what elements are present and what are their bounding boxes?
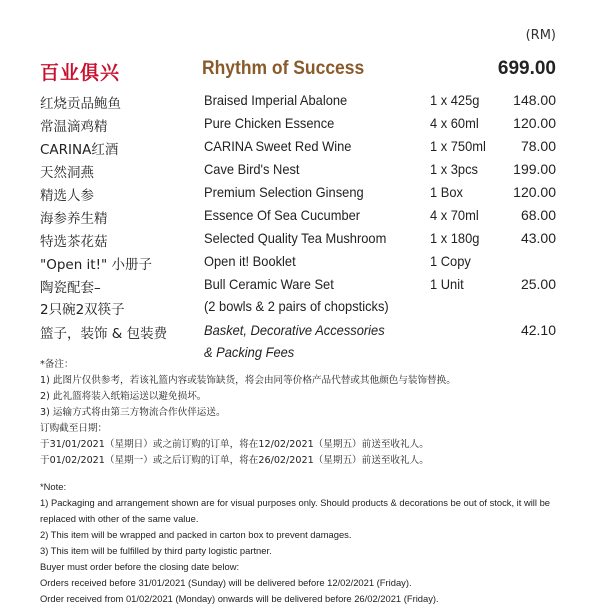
hamper-title-en: Rhythm of Success — [202, 58, 365, 79]
item-name-cn: CARINA红酒 — [40, 142, 119, 158]
hamper-total-price: 699.00 — [497, 58, 556, 79]
item-quantity: 1 x 425g — [430, 92, 480, 108]
item-quantity: 1 x 180g — [430, 230, 480, 246]
item-quantity: 4 x 70ml — [430, 207, 479, 223]
note-en-3: 3) This item will be fulfilled by third party logistic partner. — [40, 545, 272, 556]
list-item — [40, 207, 556, 230]
item-quantity: 1 x 750ml — [430, 138, 486, 154]
notes-heading-cn: *备注： — [40, 359, 74, 370]
item-name-cn: 特选茶花菇 — [40, 234, 108, 250]
item-price: 120.00 — [513, 184, 556, 200]
list-item — [40, 115, 556, 138]
currency-label: (RM) — [525, 28, 556, 43]
deadline-en-2: Order received from 01/02/2021 (Monday) onwards will be delivered before 26/02/2021 (Friday). — [40, 593, 439, 604]
item-quantity: 1 x 3pcs — [430, 161, 478, 177]
item-name-cn: 常温滴鸡精 — [40, 119, 108, 135]
note-cn-2: 2) 此礼篮将装入纸箱运送以避免损坏。 — [40, 391, 207, 402]
item-name-en: CARINA Sweet Red Wine — [204, 138, 352, 154]
list-item — [40, 230, 556, 253]
hamper-title-cn: 百业俱兴 — [40, 62, 121, 84]
item-name-cn: 红烧贡品鲍鱼 — [40, 96, 121, 112]
item-name-cn: 海参养生精 — [40, 211, 108, 227]
item-name-en: Premium Selection Ginseng — [204, 184, 364, 200]
hamper-header — [40, 58, 556, 84]
note-cn-1: 1) 此图片仅供参考，若该礼篮内容或装饰缺货，将会由同等价格产品代替或其他颜色与装饰替换。 — [40, 375, 456, 386]
note-en-1: 1) Packaging and arrangement shown are for visual purposes only. Should products & decorations be out of stock, it will be replaced with other of the same value. — [40, 497, 551, 524]
item-name-cn: 篮子，装饰 & 包装费 — [40, 326, 168, 342]
item-name-cn-line2: 2只碗2双筷子 — [40, 302, 125, 318]
item-name-en-line2: (2 bowls & 2 pairs of chopsticks) — [204, 298, 389, 314]
item-quantity: 1 Box — [430, 184, 463, 200]
item-price: 25.00 — [520, 276, 556, 292]
item-quantity: 4 x 60ml — [430, 115, 479, 131]
deadline-heading-cn: 订购截至日期： — [40, 423, 108, 434]
notes-section — [40, 357, 560, 607]
deadline-heading-en: Buyer must order before the closing date below: — [40, 561, 240, 572]
item-price: 199.00 — [513, 161, 556, 177]
item-name-en: Cave Bird's Nest — [204, 161, 300, 177]
deadline-cn-2: 于01/02/2021（星期一）或之后订购的订单，将在26/02/2021（星期五）前送至收礼人。 — [40, 455, 429, 466]
item-price: 68.00 — [520, 207, 556, 223]
item-name-en: Basket, Decorative Accessories — [204, 322, 385, 338]
list-item — [40, 92, 556, 115]
item-name-en: Open it! Booklet — [204, 253, 296, 269]
item-quantity: 1 Copy — [430, 253, 471, 269]
item-name-en: Braised Imperial Abalone — [204, 92, 348, 108]
item-price: 148.00 — [513, 92, 556, 108]
item-name-en: Pure Chicken Essence — [204, 115, 335, 131]
item-name-cn: 陶瓷配套– — [40, 280, 101, 296]
list-item — [40, 184, 556, 207]
item-name-en: Selected Quality Tea Mushroom — [204, 230, 387, 246]
list-item — [40, 138, 556, 161]
deadline-en-1: Orders received before 31/01/2021 (Sunday) will be delivered before 12/02/2021 (Friday). — [40, 577, 412, 588]
note-cn-3: 3) 运输方式将由第三方物流合作伙伴运送。 — [40, 407, 226, 418]
item-name-cn: 精选人参 — [40, 188, 94, 204]
note-en-2: 2) This item will be wrapped and packed in carton box to prevent damages. — [40, 529, 352, 540]
list-item — [40, 253, 556, 276]
item-name-cn: "Open it!" 小册子 — [40, 257, 153, 273]
item-price: 120.00 — [513, 115, 556, 131]
item-price: 43.00 — [520, 230, 556, 246]
item-name-en-line2: & Packing Fees — [204, 344, 295, 360]
item-name-en: Bull Ceramic Ware Set — [204, 276, 334, 292]
notes-heading-en: *Note: — [40, 481, 67, 492]
item-name-en: Essence Of Sea Cucumber — [204, 207, 361, 223]
deadline-cn-1: 于31/01/2021（星期日）或之前订购的订单，将在12/02/2021（星期五）前送至收礼人。 — [40, 439, 429, 450]
item-quantity: 1 Unit — [430, 276, 464, 292]
item-price: 42.10 — [520, 322, 556, 338]
item-name-cn: 天然洞燕 — [40, 165, 94, 181]
list-item — [40, 276, 556, 322]
item-price: 78.00 — [520, 138, 556, 154]
list-item — [40, 161, 556, 184]
item-list — [40, 92, 556, 368]
